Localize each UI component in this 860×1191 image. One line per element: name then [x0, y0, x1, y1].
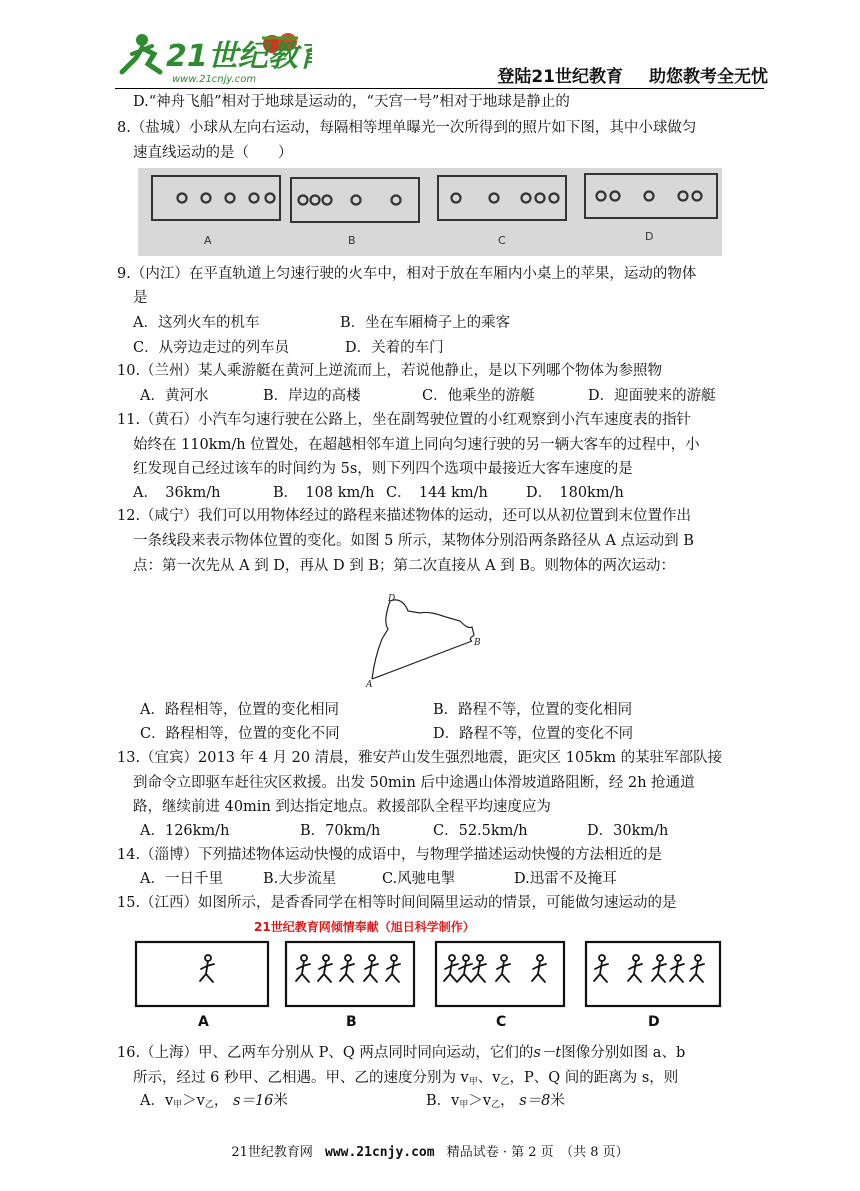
q14-option-a: A．一日千里	[140, 871, 223, 887]
q15-runner	[496, 955, 510, 982]
q8-ball	[645, 192, 654, 201]
q10-stem: 10.（兰州）某人乘游艇在黄河上逆流而上，若说他静止，是以下列哪个物体为参照物	[117, 363, 663, 379]
q13-option-c: C．52.5km/h	[433, 823, 528, 839]
q11-stem-cont1: 始终在 110km/h 位置处，在超越相邻车道上同向匀速行驶的另一辆大客车的过程中，小	[133, 437, 700, 453]
q13-stem-cont2: 路，继续前进 40min 到达指定地点。救援部队全程平均速度应为	[133, 799, 551, 815]
footer-url[interactable]: www.21cnjy.com	[325, 1145, 435, 1160]
q8-ball	[611, 192, 620, 201]
q8-ball	[352, 196, 361, 205]
q8-ball	[323, 196, 332, 205]
q15-runner	[386, 955, 400, 982]
q9-option-d: D．关着的车门	[345, 340, 444, 356]
q8-label-d: D	[645, 230, 654, 243]
q15-banner: 21世纪教育网倾情奉献（旭日科学制作）	[254, 920, 475, 934]
q12-stem: 12.（咸宁）我们可以用物体经过的路程来描述物体的运动，还可以从初位置到末位置作出	[117, 508, 692, 524]
q15-stem: 15.（江西）如图所示，是香香同学在相等时间间隔里运动的情景，可能做匀速运动的是	[117, 895, 677, 911]
q13-options	[140, 821, 760, 841]
q14-option-d: D.迅雷不及掩耳	[514, 871, 617, 887]
q8-label-b: B	[348, 234, 356, 247]
q12-option-b: B．路程不等，位置的变化相同	[433, 702, 633, 718]
q15-label-d: D	[648, 1014, 660, 1030]
q8-ball	[452, 194, 461, 203]
q12-option-d: D．路程不等，位置的变化不同	[433, 726, 634, 742]
q8-ball	[299, 196, 308, 205]
q15-runner	[340, 955, 354, 982]
q9-stem: 9.（内江）在平直轨道上匀速行驶的火车中，相对于放在车厢内小桌上的苹果，运动的物体	[117, 266, 697, 282]
q8-ball	[226, 194, 235, 203]
q15-label-b: B	[346, 1014, 357, 1030]
q14-option-b: B.大步流星	[263, 871, 337, 887]
q12-option-a: A．路程相等，位置的变化相同	[140, 702, 339, 718]
q8-label-a: A	[204, 234, 212, 247]
q11-options	[133, 483, 753, 503]
q8-ball	[597, 192, 606, 201]
svg-text:www.21cnjy.com: www.21cnjy.com	[172, 74, 257, 85]
q11-option-c: C． 144 km/h	[386, 485, 488, 501]
q8-stem-cont: 速直线运动的是（ ）	[133, 145, 293, 161]
q9-option-b: B．坐在车厢椅子上的乘客	[340, 315, 511, 331]
q15-runner	[690, 955, 704, 982]
header-rule	[115, 88, 764, 89]
q11-option-b: B． 108 km/h	[273, 485, 375, 501]
svg-text:21世纪教育: 21世纪教育	[166, 39, 312, 74]
q15-runner	[532, 955, 546, 982]
q8-ball	[522, 194, 531, 203]
q9-option-c: C．从旁边走过的列车员	[133, 340, 290, 356]
q7-option-d: D.“神舟飞船”相对于地球是运动的，“天宫一号”相对于地球是静止的	[133, 94, 570, 110]
q13-option-b: B．70km/h	[300, 823, 381, 839]
q16-option-b: B．$v_甲>v_乙$， s＝8米	[426, 1093, 565, 1110]
q15-label-a: A	[198, 1014, 209, 1030]
q15-runner	[628, 955, 642, 982]
q15-label-c: C	[496, 1014, 507, 1030]
q8-ball	[392, 196, 401, 205]
q8-ball	[679, 192, 688, 201]
q8-ball	[550, 194, 559, 203]
q13-stem: 13.（宜宾）2013 年 4 月 20 清晨，雅安芦山发生强烈地震，距灾区 105km 的某驻军部队接	[117, 750, 723, 766]
q8-ball	[490, 194, 499, 203]
q12-option-c: C．路程相等，位置的变化不同	[140, 726, 340, 742]
q13-stem-cont1: 到命令立即驱车赶往灾区救援。出发 50min 后中途遇山体滑坡道路阻断，经 2h 抢通道	[133, 775, 695, 791]
q12-stem-cont2: 点：第一次先从 A 到 D，再从 D 到 B；第二次直接从 A 到 B。则物体的两次运动：	[133, 558, 675, 574]
q10-option-b: B．岸边的高楼	[263, 388, 361, 404]
slogan-right: 助您教考全无忧	[649, 67, 768, 87]
q10-options	[140, 386, 760, 406]
q16-option-a: A．$v_甲>v_乙$， s＝16米	[140, 1093, 288, 1110]
q10-option-c: C．他乘坐的游艇	[422, 388, 535, 404]
q15-runner	[364, 955, 378, 982]
q15-runner	[458, 955, 472, 982]
q16-stem-cont: 所示，经过 6 秒甲、乙相遇。甲、乙的速度分别为 $v_甲$、$v_乙$，P、Q 间的距离为 s，则	[133, 1070, 679, 1087]
q15-figure	[132, 914, 726, 1034]
q11-stem-cont2: 红发现自己经过该车的时间约为 5s，则下列四个选项中最接近大客车速度的是	[133, 461, 633, 477]
q12-point-b: B	[474, 638, 481, 648]
q13-option-a: A．126km/h	[140, 823, 230, 839]
running-man-logo-icon	[112, 28, 312, 86]
q10-option-a: A．黄河水	[140, 388, 209, 404]
q13-option-d: D．30km/h	[587, 823, 669, 839]
q8-ball	[311, 196, 320, 205]
q9-option-a: A．这列火车的机车	[133, 315, 260, 331]
q11-stem: 11.（黄石）小汽车匀速行驶在公路上，坐在副驾驶位置的小红观察到小汽车速度表的指针	[117, 412, 692, 428]
q8-ball	[536, 194, 545, 203]
q11-option-d: D． 180km/h	[526, 485, 624, 501]
q15-runner	[200, 955, 214, 982]
q8-ball	[178, 194, 187, 203]
q12-point-a: A	[366, 680, 373, 689]
q8-ball	[266, 194, 275, 203]
q16-stem: 16.（上海）甲、乙两车分别从 P、Q 两点同时同向运动，它们的s－t图像分别如图 a、b	[117, 1045, 686, 1061]
q15-runner	[670, 955, 684, 982]
site-logo	[112, 28, 312, 86]
q8-ball	[202, 194, 211, 203]
q8-stem: 8.（盐城）小球从左向右运动，每隔相等埋单曝光一次所得到的照片如下图，其中小球做匀	[117, 120, 697, 136]
q12-stem-cont1: 一条线段来表示物体位置的变化。如图 5 所示，某物体分别沿两条路径从 A 点运动到 B	[133, 533, 694, 549]
page-footer	[0, 1141, 860, 1160]
q8-ball	[693, 192, 702, 201]
q8-figure	[138, 168, 722, 256]
q12-path-figure	[360, 593, 490, 689]
q8-label-c: C	[498, 234, 506, 247]
q15-runner	[652, 955, 666, 982]
q10-option-d: D．迎面驶来的游艇	[588, 388, 716, 404]
q15-runner	[594, 955, 608, 982]
q15-runner	[296, 955, 310, 982]
q15-runner	[472, 955, 486, 982]
footer-site: 21世纪教育网	[231, 1145, 313, 1160]
q12-point-d: D	[388, 594, 396, 604]
q9-stem-cont: 是	[133, 290, 148, 306]
q15-runner	[318, 955, 332, 982]
q14-option-c: C.风驰电掣	[382, 871, 456, 887]
q14-options	[140, 869, 760, 889]
header-slogan	[497, 62, 768, 87]
q11-option-a: A． 36km/h	[133, 485, 221, 501]
q15-runner	[444, 955, 458, 982]
q8-ball	[250, 194, 259, 203]
q14-stem: 14.（淄博）下列描述物体运动快慢的成语中，与物理学描述运动快慢的方法相近的是	[117, 847, 663, 863]
slogan-left: 登陆21世纪教育	[497, 67, 623, 87]
q16-st-label: s－t	[533, 1045, 562, 1061]
footer-page-info: 精品试卷 · 第 2 页 （共 8 页）	[446, 1145, 629, 1160]
